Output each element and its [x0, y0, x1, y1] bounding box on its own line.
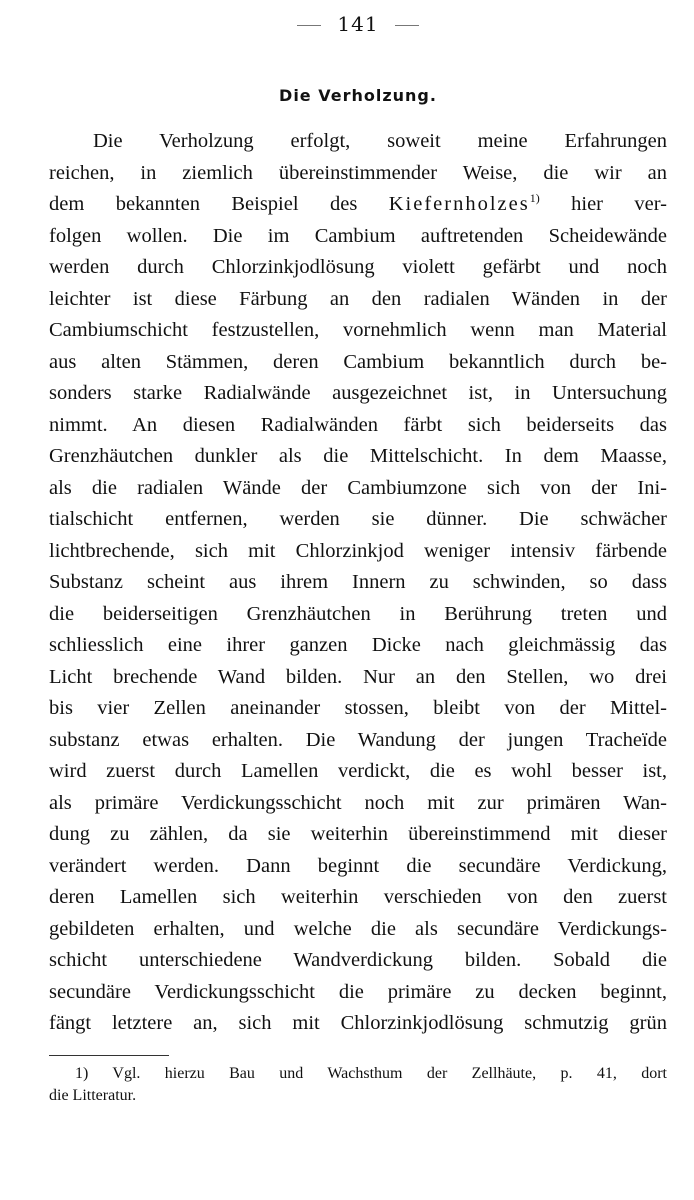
text-line: schliesslich eine ihrer ganzen Dicke nach gleichmässig das	[49, 634, 667, 656]
text-line: bis vier Zellen aneinander stossen, bleibt von der Mittel-	[49, 697, 667, 719]
page-number-value: 141	[337, 12, 379, 36]
text-line: gebildeten erhalten, und welche die als secundäre Verdickungs-	[49, 917, 667, 940]
text-line: nimmt. An diesen Radialwänden färbt sich beiderseits das	[49, 413, 667, 436]
text-line: reichen, in ziemlich übereinstimmender Weise, die wir an	[49, 161, 667, 184]
text-line: substanz etwas erhalten. Die Wandung der jungen Tracheïde	[49, 728, 667, 751]
text-line: aus alten Stämmen, deren Cambium bekanntlich durch be-	[49, 350, 667, 373]
body-paragraph	[49, 126, 667, 1040]
text-line: dung zu zählen, da sie weiterhin übereinstimmend mit dieser	[49, 823, 667, 845]
page-number-dash-right	[395, 25, 419, 26]
book-page	[49, 0, 667, 1200]
footnote-line: 1) Vgl. hierzu Bau und Wachsthum der Zellhäute, p. 41, dort	[75, 1065, 667, 1082]
footnote-reference: 1)	[529, 191, 540, 206]
text-line: Substanz scheint aus ihrem Innern zu schwinden, so dass	[49, 571, 667, 593]
text-line: die beiderseitigen Grenzhäutchen in Berührung treten und	[49, 602, 667, 625]
text-line: wird zuerst durch Lamellen verdickt, die es wohl besser ist,	[49, 760, 667, 782]
footnote	[49, 1063, 667, 1107]
page-number-dash-left	[297, 25, 321, 26]
footnote-line: die Litteratur.	[49, 1087, 137, 1104]
text-line: secundäre Verdickungsschicht die primäre zu decken beginnt,	[49, 980, 667, 1003]
text-line: tialschicht entfernen, werden sie dünner. Die schwächer	[49, 508, 667, 530]
spaced-emphasis-word: Kiefernholzes	[388, 193, 530, 215]
text-line: folgen wollen. Die im Cambium auftretenden Scheidewände	[49, 224, 667, 247]
text-line: deren Lamellen sich weiterhin verschieden von den zuerst	[49, 886, 667, 908]
text-line: sonders starke Radialwände ausgezeichnet ist, in Untersuchung	[49, 382, 667, 404]
text-line-part: hier ver-	[539, 193, 667, 215]
text-line: fängt letztere an, sich mit Chlorzinkjodlösung schmutzig grün	[49, 1012, 667, 1034]
text-line: werden durch Chlorzinkjodlösung violett gefärbt und noch	[49, 256, 667, 278]
footnote-divider	[49, 1055, 169, 1056]
text-line-part: dem bekannten Beispiel des	[49, 193, 389, 215]
text-line: Cambiumschicht festzustellen, vornehmlich wenn man Material	[49, 319, 667, 341]
text-line: als die radialen Wände der Cambiumzone sich von der Ini-	[49, 476, 667, 499]
text-line: Die Verholzung erfolgt, soweit meine Erfahrungen	[93, 130, 667, 152]
text-line: verändert werden. Dann beginnt die secundäre Verdickung,	[49, 854, 667, 877]
section-heading: Die Verholzung.	[279, 86, 437, 105]
text-line: leichter ist diese Färbung an den radialen Wänden in der	[49, 287, 667, 310]
text-line: als primäre Verdickungsschicht noch mit zur primären Wan-	[49, 791, 667, 814]
text-line: Licht brechende Wand bilden. Nur an den Stellen, wo drei	[49, 665, 667, 688]
text-line: schicht unterschiedene Wandverdickung bilden. Sobald die	[49, 949, 667, 971]
text-line-with-footnote-ref	[49, 189, 667, 221]
text-line: Grenzhäutchen dunkler als die Mittelschicht. In dem Maasse,	[49, 445, 667, 467]
page-number	[49, 12, 667, 36]
text-line: lichtbrechende, sich mit Chlorzinkjod weniger intensiv färbende	[49, 539, 667, 562]
